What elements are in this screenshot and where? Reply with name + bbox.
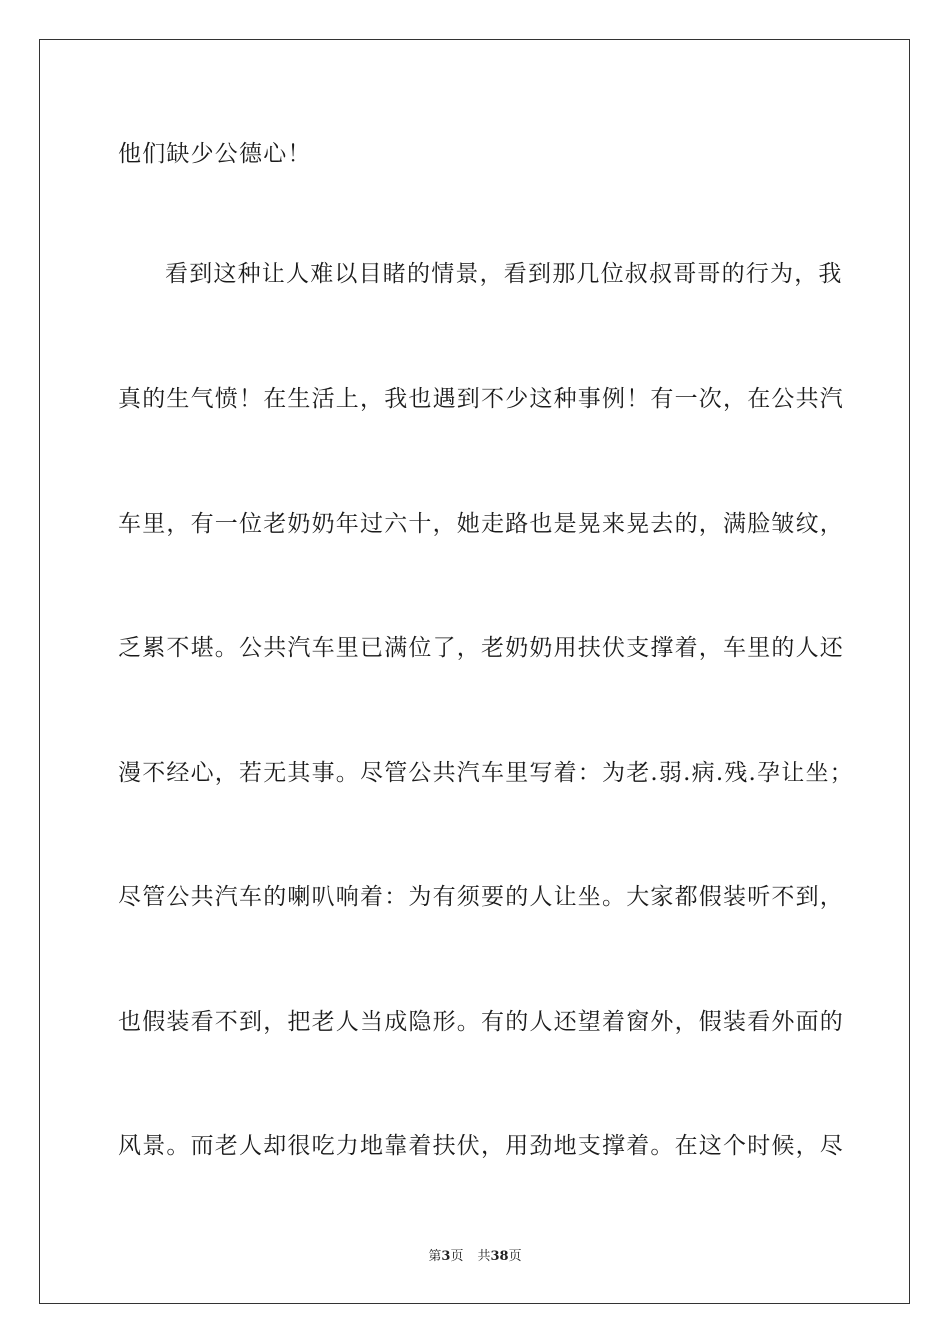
- page-border: [39, 39, 910, 1304]
- page-prefix: 第: [428, 1249, 442, 1264]
- text-line-8: 也假装看不到，把老人当成隐形。有的人还望着窗外，假装看外面的: [118, 1009, 844, 1035]
- text-line-6: 漫不经心，若无其事。尽管公共汽车里写着：为老.弱.病.残.孕让坐；: [118, 760, 854, 786]
- page-number: 3: [441, 1249, 451, 1264]
- total-prefix: 共: [477, 1249, 491, 1264]
- page-suffix: 页: [450, 1249, 464, 1264]
- text-line-3: 真的生气愤！在生活上，我也遇到不少这种事例！有一次，在公共汽: [118, 386, 844, 412]
- text-line-2: 看到这种让人难以目睹的情景，看到那几位叔叔哥哥的行为，我: [165, 261, 843, 287]
- text-line-1: 他们缺少公德心！: [118, 141, 312, 167]
- text-line-7: 尽管公共汽车的喇叭响着：为有须要的人让坐。大家都假装听不到，: [118, 884, 844, 910]
- text-line-5: 乏累不堪。公共汽车里已满位了，老奶奶用扶伏支撑着，车里的人还: [118, 635, 844, 661]
- text-line-9: 风景。而老人却很吃力地靠着扶伏，用劲地支撑着。在这个时候，尽: [118, 1133, 844, 1159]
- text-line-4: 车里，有一位老奶奶年过六十，她走路也是晃来晃去的，满脸皱纹，: [118, 511, 844, 537]
- page-footer: [0, 1248, 950, 1266]
- total-pages: 38: [490, 1249, 509, 1264]
- total-suffix: 页: [508, 1249, 522, 1264]
